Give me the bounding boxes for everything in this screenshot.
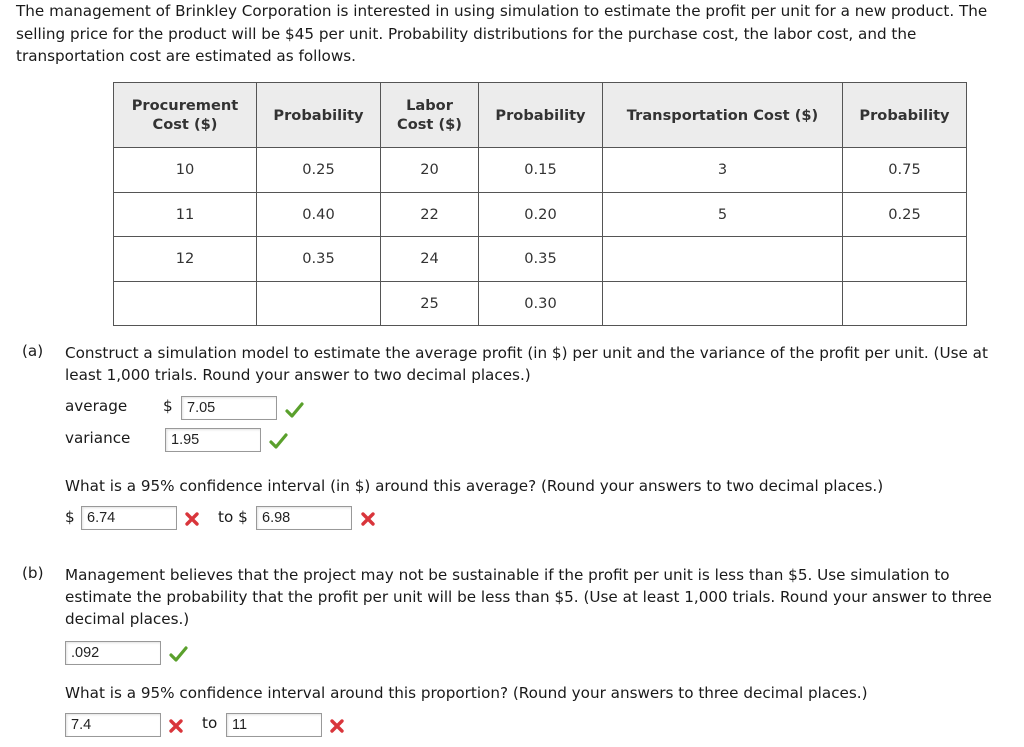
ci-high-input[interactable] [256, 506, 352, 530]
check-icon [168, 644, 188, 664]
currency-symbol: $ [65, 508, 75, 526]
header-probability: Probability [843, 83, 967, 148]
table-cell [257, 281, 381, 326]
x-icon [327, 716, 347, 736]
table-cell [843, 281, 967, 326]
ci-low-input[interactable] [81, 506, 177, 530]
variance-label: variance [65, 429, 131, 447]
table-cell [603, 281, 843, 326]
part-a-question: Construct a simulation model to estimate the average profit (in $) per unit and the variance of the profit per unit. (Use at least 1,000 trials. Round your answer to two decimal places.) [65, 344, 988, 384]
table-cell: 24 [381, 237, 479, 282]
x-icon [358, 509, 378, 529]
table-cell: 0.25 [843, 192, 967, 237]
probability-table [113, 82, 967, 326]
table-row [114, 148, 967, 193]
check-icon [284, 400, 304, 420]
table-row [114, 237, 967, 282]
to-label: to $ [218, 508, 248, 526]
header-probability: Probability [479, 83, 603, 148]
table-cell: 0.20 [479, 192, 603, 237]
header-labor-cost: Labor Cost ($) [381, 83, 479, 148]
problem-intro: The management of Brinkley Corporation is interested in using simulation to estimate the profit per unit for a new product. The selling price for the product will be $45 per unit. Probability distributions for the purchase cost, the labor cost, and the transportation cost are estimated as follows. [16, 2, 988, 66]
table-cell: 0.40 [257, 192, 381, 237]
table-cell: 0.35 [257, 237, 381, 282]
table-cell: 10 [114, 148, 257, 193]
table-cell [843, 237, 967, 282]
header-transportation-cost: Transportation Cost ($) [603, 83, 843, 148]
ci-high-input-b[interactable] [226, 713, 322, 737]
table-cell: 0.75 [843, 148, 967, 193]
currency-symbol: $ [163, 397, 173, 415]
table-header-row [114, 83, 967, 148]
table-cell: 0.15 [479, 148, 603, 193]
header-probability: Probability [257, 83, 381, 148]
table-cell: 12 [114, 237, 257, 282]
part-b-label: (b) [22, 564, 44, 582]
probability-input[interactable] [65, 641, 161, 665]
check-icon [268, 431, 288, 451]
table-cell [114, 281, 257, 326]
table-cell: 0.30 [479, 281, 603, 326]
part-a-label: (a) [22, 342, 44, 360]
x-icon [182, 509, 202, 529]
table-row [114, 281, 967, 326]
ci-question-b: What is a 95% confidence interval around this proportion? (Round your answers to three decimal places.) [65, 684, 868, 702]
table-cell: 0.25 [257, 148, 381, 193]
x-icon [166, 716, 186, 736]
variance-input[interactable] [165, 428, 261, 452]
table-cell: 11 [114, 192, 257, 237]
table-cell: 22 [381, 192, 479, 237]
table-row [114, 192, 967, 237]
table-cell [603, 237, 843, 282]
ci-low-input-b[interactable] [65, 713, 161, 737]
part-b-question: Management believes that the project may not be sustainable if the profit per unit is less than $5. Use simulation to estimate the probability that the profit per unit will be less than $5. (Use at least 1,000 trials. Round your answer to three decimal places.) [65, 566, 992, 628]
table-cell: 0.35 [479, 237, 603, 282]
header-procurement-cost: Procurement Cost ($) [114, 83, 257, 148]
table-cell: 5 [603, 192, 843, 237]
table-cell: 20 [381, 148, 479, 193]
table-cell: 25 [381, 281, 479, 326]
ci-question-a: What is a 95% confidence interval (in $) around this average? (Round your answers to two decimal places.) [65, 477, 884, 495]
table-cell: 3 [603, 148, 843, 193]
average-label: average [65, 397, 128, 415]
average-input[interactable] [181, 396, 277, 420]
to-label: to [202, 714, 218, 732]
